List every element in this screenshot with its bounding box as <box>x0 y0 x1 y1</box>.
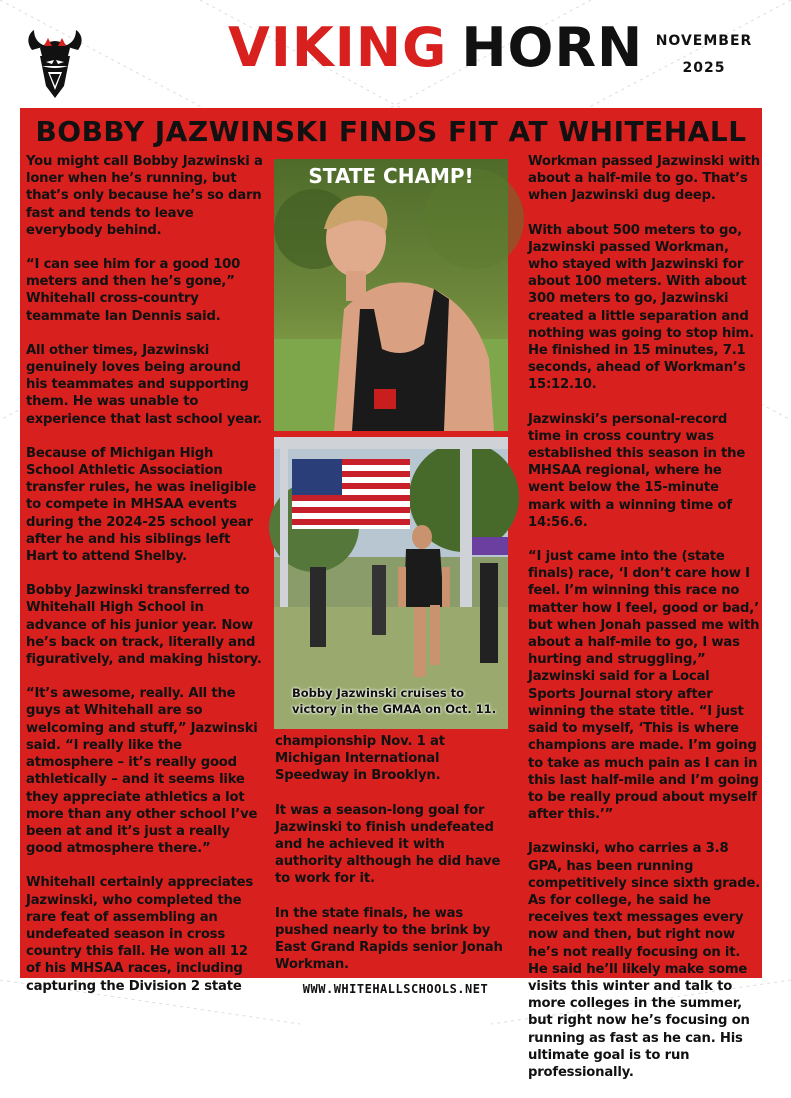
issue-month: NOVEMBER <box>655 33 753 49</box>
photo-caption: Bobby Jazwinski cruises to victory in the GMAA on Oct. 11. <box>292 686 497 716</box>
article-paragraph: Whitehall certainly appreciates Jazwinski, who completed the rare feat of assembling an undefeated season in cross country this fall. He won all 12 of his MHSAA races, including capturing the Division 2 state <box>26 875 254 994</box>
flag-icon <box>292 459 410 529</box>
article-paragraph: Bobby Jazwinski transferred to Whitehall High School in advance of his junior year. Now he’s back on track, literally and figuratively, and making history. <box>26 583 262 668</box>
photo-race <box>274 437 508 729</box>
article-column-middle <box>275 733 507 990</box>
masthead-title <box>228 16 644 79</box>
article-paragraph: championship Nov. 1 at Michigan International Speedway in Brooklyn. <box>275 734 445 784</box>
issue-year: 2025 <box>682 60 726 76</box>
article-paragraph: In the state finals, he was pushed nearly to the brink by East Grand Rapids senior Jonah Workman. <box>275 905 503 973</box>
photo-title: STATE CHAMP! <box>308 164 474 188</box>
article-paragraph: Workman passed Jazwinski with about a half-mile to go. That’s when Jazwinski dug deep. <box>528 154 760 204</box>
photo-runner-portrait <box>274 159 508 431</box>
article-paragraph: Jazwinski’s personal-record time in cross country was established this season in the MHSAA regional, where he went below the 15-minute mark with a winning time of 14:56.6. <box>528 411 746 530</box>
masthead-title-black: HORN <box>461 16 644 79</box>
article-paragraph: Jazwinski, who carries a 3.8 GPA, has been running competitively since sixth grade. As for college, he said he receives text messages every now and then, but right now he’s not really focusing on it. He said he’ll likely make some visits this winter and talk to more colleges in the summer, but right now he’s focusing on running as fast as he can. His ultimate goal is to run professionally. <box>528 841 761 1080</box>
article-paragraph: It was a season-long goal for Jazwinski to finish undefeated and he achieved it with authority although he did have to work for it. <box>275 802 501 887</box>
masthead-title-red: VIKING <box>228 16 448 79</box>
article-paragraph: “I just came into the (state finals) race, ‘I don’t care how I feel. I’m winning this race no matter how I feel, good or bad,’ but when Jonah passed me with about a half-mile to go, I was hurting and struggling,” Jazwinski said for a Local Sports Journal story after winning the state title. “I just said to myself, ‘This is where champions are made. I’m going to take as much pain as I can in this last half-mile and I’m going to be really proud about myself after this.’” <box>528 549 760 823</box>
article-paragraph: “I can see him for a good 100 meters and then he’s gone,” Whitehall cross-country teammate Ian Dennis said. <box>26 257 241 324</box>
article-paragraph: You might call Bobby Jazwinski a loner when he’s running, but that’s only because he’s so darn fast and tends to leave everybody behind. <box>26 154 263 238</box>
article-paragraph: Because of Michigan High School Athletic Association transfer rules, he was ineligible to compete in MHSAA events during the 2024-25 school year after he and his siblings left Hart to attend Shelby. <box>26 445 257 565</box>
article-headline: BOBBY JAZWINSKI FINDS FIT AT WHITEHALL <box>35 115 747 148</box>
article-column-left <box>26 153 264 1012</box>
footer-website-link[interactable]: WWW.WHITEHALLSCHOOLS.NET <box>302 982 489 996</box>
viking-head-icon <box>24 28 86 100</box>
photo-state-champ <box>274 159 508 431</box>
article-column-right <box>528 153 760 1098</box>
issue-date <box>646 28 762 82</box>
article-paragraph: “It’s awesome, really. All the guys at Whitehall are so welcoming and stuff,” Jazwinski said. “I really like the atmosphere – it’s really good athletically – and it seems like they appreciate athletics a lot more than any other school I’ve been at and it’s just a really good atmosphere there.” <box>26 686 258 857</box>
article-paragraph: All other times, Jazwinski genuinely loves being around his teammates and supporting them. He was unable to experience that last school year. <box>26 342 262 427</box>
article-paragraph: With about 500 meters to go, Jazwinski passed Workman, who stayed with Jazwinski for about 100 meters. With about 300 meters to go, Jazwinski created a little separation and nothing was going to stop him. He finished in 15 minutes, 7.1 seconds, ahead of Workman’s 15:12.10. <box>528 222 754 393</box>
